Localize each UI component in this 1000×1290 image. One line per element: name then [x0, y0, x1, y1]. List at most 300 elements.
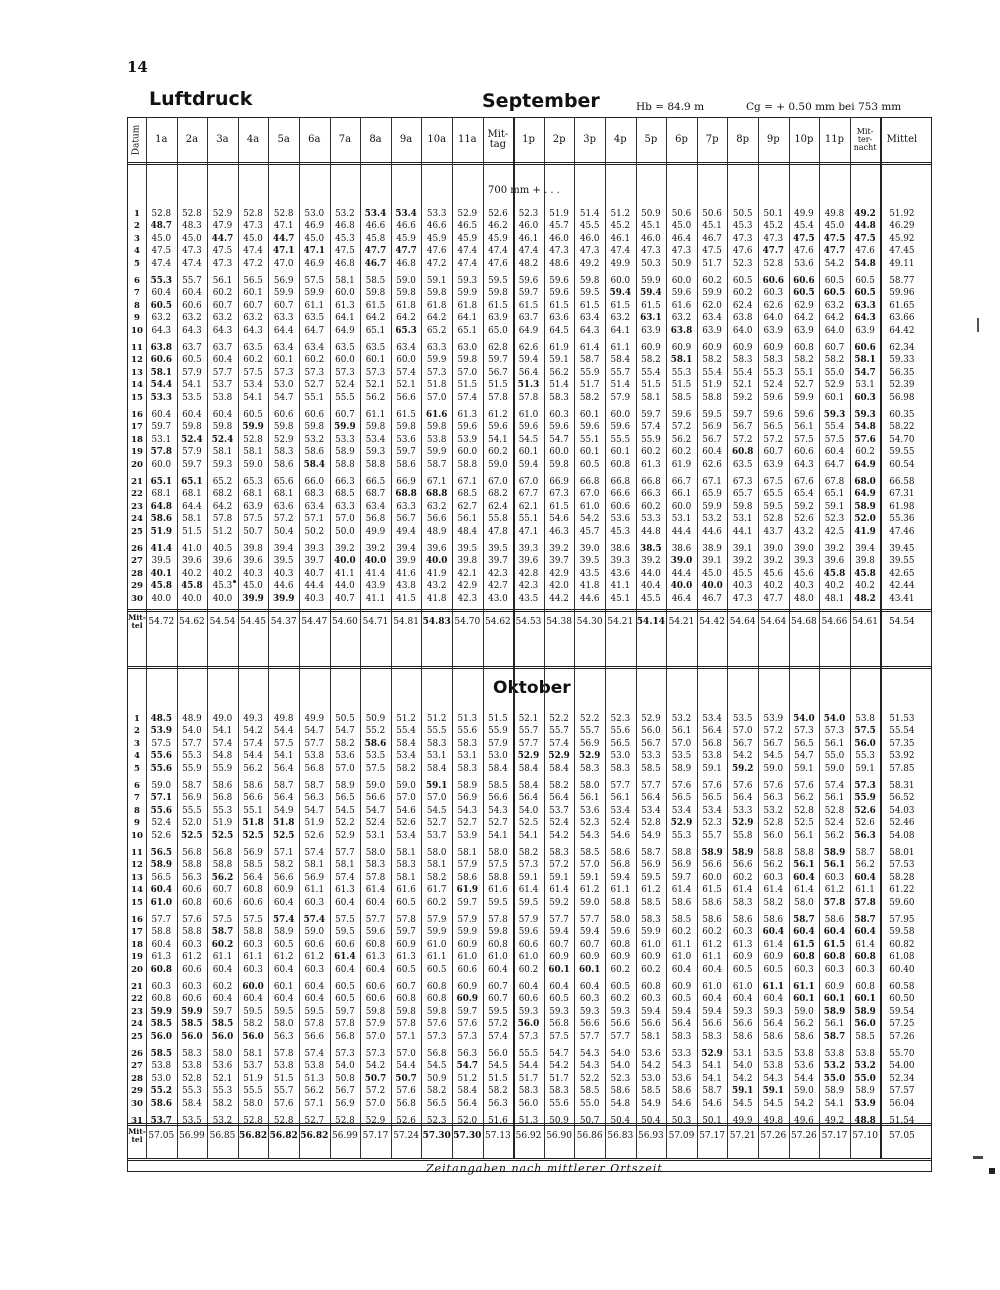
row-rule	[128, 1123, 931, 1126]
table-cell: 57.4	[303, 915, 326, 925]
table-cell: 56.0	[181, 1031, 203, 1042]
table-cell: 63.4	[365, 501, 386, 512]
table-cell: 61.6	[671, 300, 692, 311]
table-cell: 60.5	[824, 276, 845, 286]
table-cell: 45.0	[304, 233, 325, 244]
table-cell: 58.77	[889, 276, 915, 286]
table-cell: 39.7	[549, 556, 569, 567]
table-cell: 58.0	[610, 915, 631, 925]
table-cell: 53.3	[732, 805, 753, 816]
table-cell: 50.7	[364, 1073, 387, 1084]
table-cell: 57.5	[304, 276, 325, 286]
day-number: 13	[131, 367, 143, 378]
table-cell: 52.46	[889, 818, 915, 829]
table-cell: 64.3	[579, 325, 600, 336]
table-cell: 56.0	[518, 1098, 539, 1109]
table-cell: 57.2	[763, 434, 784, 445]
table-cell: 60.6	[182, 885, 202, 896]
table-cell: 62.4	[488, 501, 508, 512]
table-cell: 59.6	[365, 927, 386, 938]
table-cell: 47.7	[763, 593, 784, 604]
table-cell: 41.1	[335, 568, 355, 579]
table-cell: 51.9	[212, 818, 233, 829]
table-cell: 47.4	[457, 258, 478, 269]
table-cell: 57.7	[518, 738, 539, 749]
table-cell: 45.5	[732, 568, 753, 579]
table-cell: 57.7	[335, 848, 355, 858]
table-cell: 59.7	[212, 1006, 233, 1017]
table-cell: 58.8	[457, 459, 478, 470]
table-cell: 54.0	[793, 714, 815, 724]
table-cell: 54.2	[824, 258, 845, 269]
table-cell: 59.5	[579, 288, 600, 299]
column-rule	[299, 118, 300, 1158]
table-cell: 60.4	[150, 885, 173, 896]
table-cell: 52.9	[335, 830, 355, 841]
table-cell: 50.9	[365, 714, 386, 724]
table-cell: 64.2	[824, 313, 845, 324]
table-cell: 63.4	[396, 343, 416, 353]
table-cell: 58.2	[426, 1086, 447, 1097]
table-cell: 60.9	[763, 952, 784, 963]
day-number: 15	[131, 392, 143, 403]
table-cell: 51.5	[273, 1073, 294, 1084]
day-number: 15	[131, 897, 143, 908]
table-cell: 60.9	[702, 343, 722, 353]
table-cell: 39.0	[763, 544, 784, 554]
table-cell: 58.7	[823, 1031, 846, 1042]
table-cell: 65.7	[732, 489, 753, 500]
table-cell: 51.3	[517, 380, 540, 391]
table-cell: 47.3	[579, 246, 600, 257]
table-cell: 48.7	[150, 221, 173, 232]
table-cell: 56.3	[273, 1031, 294, 1042]
table-cell: 52.8	[243, 209, 263, 219]
table-cell: 54.0	[335, 1061, 355, 1072]
table-cell: 61.2	[641, 885, 661, 896]
table-cell: 48.9	[182, 714, 202, 724]
table-cell: 54.8	[854, 422, 876, 433]
table-cell: 57.5	[243, 367, 263, 378]
table-cell: 58.8	[488, 872, 508, 883]
table-cell: 53.5	[365, 751, 386, 762]
table-cell: 53.1	[365, 830, 386, 841]
table-cell: 58.5	[488, 781, 508, 791]
table-cell: 38.6	[610, 544, 631, 554]
table-row	[128, 513, 931, 525]
table-cell: 58.0	[579, 781, 600, 791]
table-cell: 60.6	[150, 355, 173, 366]
table-cell: 45.9	[426, 233, 447, 244]
table-cell: 55.0	[824, 367, 845, 378]
table-cell: 47.7	[364, 246, 387, 257]
table-cell: 48.2	[854, 593, 876, 604]
table-cell: 56.8	[396, 1098, 416, 1109]
table-cell: 57.7	[182, 738, 202, 749]
table-cell: 45.9	[396, 233, 416, 244]
table-cell: 59.7	[396, 447, 416, 458]
table-cell: 39.6	[426, 544, 447, 554]
table-cell: 59.7	[641, 410, 661, 420]
table-cell: 46.0	[518, 221, 539, 232]
table-cell: 61.4	[794, 885, 814, 896]
table-cell: 61.0	[671, 952, 692, 963]
table-cell: 57.8	[150, 447, 173, 458]
table-cell: 55.8	[732, 830, 753, 841]
table-cell: 38.5	[640, 544, 662, 554]
table-cell: 59.9	[641, 276, 661, 286]
table-cell: 54.3	[488, 805, 508, 816]
table-cell: 60.1	[579, 447, 600, 458]
table-cell: 63.5	[365, 343, 386, 353]
table-cell: 55.0	[854, 1073, 876, 1084]
table-cell: 61.0	[150, 897, 173, 908]
table-cell: 59.6	[763, 410, 784, 420]
table-cell: 55.7	[579, 726, 600, 737]
table-cell: 58.5	[579, 848, 600, 858]
table-cell: 53.8	[151, 1061, 172, 1072]
table-cell: 60.4	[793, 872, 815, 883]
table-cell: 53.92	[889, 751, 915, 762]
table-cell: 59.7	[182, 459, 202, 470]
table-cell: 53.6	[794, 1061, 814, 1072]
table-cell: 55.7	[518, 726, 539, 737]
table-cell: 56.6	[273, 872, 294, 883]
table-cell: 58.0	[794, 897, 814, 908]
table-cell: 66.5	[365, 477, 386, 487]
table-cell: 52.4	[610, 818, 631, 829]
table-cell: 56.0	[150, 1031, 173, 1042]
table-cell: 42.7	[488, 581, 508, 592]
column-rule	[177, 118, 178, 1158]
day-number: 28	[131, 568, 143, 579]
table-cell: 55.6	[150, 763, 173, 774]
table-cell: 57.7	[365, 915, 386, 925]
day-number: 25	[131, 1031, 143, 1042]
table-cell: 60.2	[304, 355, 325, 366]
table-cell: 58.4	[488, 763, 508, 774]
table-cell: 59.4	[641, 1006, 661, 1017]
table-cell: 40.0	[151, 593, 172, 604]
table-row	[128, 258, 931, 270]
table-cell: 54.3	[671, 1061, 692, 1072]
table-cell: 55.5	[610, 434, 631, 445]
day-number: 10	[131, 830, 143, 841]
table-cell: 49.8	[763, 1116, 784, 1126]
table-cell: 52.5	[211, 830, 234, 841]
table-cell: 65.9	[702, 489, 722, 500]
table-cell: 60.5	[396, 964, 416, 975]
table-cell: 68.1	[243, 489, 263, 500]
table-cell: 61.4	[763, 939, 784, 950]
table-cell: 58.5	[641, 897, 661, 908]
table-cell: 51.9	[702, 380, 722, 391]
table-cell: 53.8	[855, 714, 875, 724]
table-cell: 58.9	[824, 1086, 845, 1097]
day-number: 30	[131, 1098, 143, 1109]
table-cell: 40.7	[304, 568, 325, 579]
table-cell: 56.6	[702, 1019, 722, 1030]
table-cell: 62.8	[488, 343, 508, 353]
table-cell: 56.1	[671, 726, 692, 737]
table-cell: 54.2	[732, 751, 753, 762]
table-cell: 41.4	[150, 544, 173, 554]
table-cell: 52.5	[272, 830, 295, 841]
table-row	[128, 233, 931, 245]
table-cell: 58.6	[150, 514, 173, 525]
table-cell: 57.3	[794, 726, 814, 737]
table-cell: 53.5	[671, 751, 692, 762]
table-cell: 55.9	[854, 793, 876, 804]
table-cell: 41.9	[854, 526, 876, 537]
table-cell: 61.5	[702, 885, 722, 896]
table-cell: 56.2	[549, 367, 569, 378]
table-cell: 53.1	[151, 434, 172, 445]
table-cell: 54.9	[641, 830, 661, 841]
table-cell: 52.1	[732, 380, 753, 391]
table-cell: 55.6	[150, 805, 173, 816]
table-cell: 49.9	[794, 209, 814, 219]
table-cell: 58.6	[457, 872, 478, 883]
table-cell: 51.5	[641, 380, 661, 391]
table-cell: 59.1	[794, 763, 814, 774]
table-cell: 60.2	[671, 927, 692, 938]
column-rule	[789, 118, 790, 1158]
table-cell: 60.0	[151, 459, 172, 470]
table-cell: 52.0	[182, 818, 202, 829]
table-cell: 61.22	[889, 885, 915, 896]
mean-cell: 57.09	[668, 1131, 695, 1141]
column-rule	[268, 118, 269, 1158]
table-cell: 60.4	[182, 410, 202, 420]
table-cell: 52.8	[763, 258, 784, 269]
table-cell: 66.8	[610, 477, 631, 487]
table-cell: 45.0	[151, 233, 172, 244]
table-cell: 59.7	[518, 288, 539, 299]
day-number: 4	[134, 246, 140, 257]
table-cell: 56.6	[610, 1019, 631, 1030]
table-cell: 60.3	[304, 964, 325, 975]
table-cell: 52.9	[548, 751, 570, 762]
table-cell: 57.9	[457, 915, 478, 925]
table-cell: 57.85	[889, 763, 915, 774]
table-cell: 62.6	[763, 300, 784, 311]
table-cell: 49.11	[889, 258, 915, 269]
table-cell: 54.1	[212, 726, 233, 737]
table-cell: 59.8	[304, 422, 325, 433]
table-cell: 52.9	[578, 751, 601, 762]
table-cell: 55.3	[855, 751, 875, 762]
table-cell: 56.7	[396, 514, 416, 525]
table-cell: 53.2	[335, 209, 355, 219]
table-cell: 56.0	[488, 1049, 508, 1059]
table-cell: 56.5	[243, 276, 263, 286]
table-cell: 60.8	[150, 964, 173, 975]
table-cell: 61.65	[889, 300, 915, 311]
table-cell: 51.5	[457, 380, 478, 391]
table-cell: 60.7	[396, 982, 416, 992]
table-cell: 56.6	[365, 793, 386, 804]
table-cell: 56.4	[641, 793, 661, 804]
table-row	[128, 421, 931, 433]
table-cell: 58.6	[671, 1086, 692, 1097]
table-cell: 63.7	[182, 343, 202, 353]
day-number: 23	[131, 501, 143, 512]
table-cell: 42.9	[457, 581, 478, 592]
table-cell: 61.3	[335, 885, 355, 896]
table-cell: 57.9	[182, 367, 202, 378]
table-cell: 52.9	[365, 1116, 386, 1126]
table-cell: 40.2	[212, 568, 233, 579]
table-cell: 47.7	[823, 246, 846, 257]
table-cell: 64.7	[824, 459, 845, 470]
table-cell: 60.3	[243, 964, 263, 975]
table-cell: 50.8	[335, 1073, 355, 1084]
table-cell: 58.2	[702, 355, 722, 366]
table-cell: 47.3	[641, 246, 661, 257]
table-cell: 60.3	[304, 897, 325, 908]
table-cell: 55.3	[671, 830, 692, 841]
table-cell: 53.9	[854, 1098, 876, 1109]
table-cell: 63.3	[335, 501, 355, 512]
table-cell: 57.5	[243, 514, 263, 525]
table-cell: 56.1	[794, 830, 814, 841]
table-row	[128, 1018, 931, 1030]
table-cell: 63.4	[702, 313, 722, 324]
table-cell: 39.4	[396, 544, 416, 554]
table-row	[128, 725, 931, 737]
table-cell: 57.6	[794, 781, 814, 791]
table-cell: 59.3	[549, 1006, 569, 1017]
table-cell: 55.5	[182, 805, 202, 816]
table-cell: 45.8	[823, 568, 846, 579]
day-number: 2	[134, 726, 140, 737]
table-cell: 40.3	[794, 581, 814, 592]
table-cell: 57.4	[243, 738, 263, 749]
table-cell: 63.3	[854, 300, 876, 311]
table-cell: 59.3	[579, 1006, 600, 1017]
table-cell: 40.0	[334, 556, 356, 567]
table-row	[128, 446, 931, 458]
table-cell: 58.9	[823, 1006, 846, 1017]
table-cell: 56.5	[763, 422, 784, 433]
table-cell: 59.6	[610, 422, 631, 433]
table-cell: 61.5	[793, 939, 815, 950]
table-cell: 44.0	[641, 568, 661, 579]
table-cell: 60.6	[854, 343, 876, 353]
table-cell: 47.5	[335, 246, 355, 257]
table-cell: 41.1	[365, 593, 386, 604]
table-cell: 61.2	[579, 885, 600, 896]
table-cell: 57.0	[365, 1031, 386, 1042]
table-cell: 60.4	[304, 994, 325, 1005]
table-cell: 60.4	[212, 355, 233, 366]
table-cell: 47.0	[273, 258, 294, 269]
table-cell: 64.5	[549, 325, 569, 336]
table-cell: 58.9	[823, 848, 846, 858]
table-cell: 59.5	[641, 872, 661, 883]
day-number: 19	[131, 447, 143, 458]
table-cell: 54.2	[365, 1061, 386, 1072]
table-cell: 58.9	[273, 927, 294, 938]
table-cell: 41.1	[610, 581, 631, 592]
table-cell: 55.1	[304, 392, 325, 403]
table-cell: 39.5	[579, 556, 600, 567]
table-cell: 53.4	[702, 714, 722, 724]
table-cell: 57.5	[151, 738, 172, 749]
table-cell: 39.6	[518, 556, 539, 567]
table-cell: 63.8	[732, 313, 753, 324]
table-cell: 45.0	[243, 233, 263, 244]
table-row	[128, 245, 931, 257]
table-row	[128, 859, 931, 871]
table-cell: 57.0	[335, 514, 355, 525]
table-cell: 64.2	[794, 313, 814, 324]
table-cell: 47.9	[212, 221, 233, 232]
table-cell: 63.8	[150, 343, 173, 353]
table-cell: 64.9	[518, 325, 539, 336]
table-cell: 53.5	[732, 714, 753, 724]
table-cell: 54.6	[610, 830, 631, 841]
table-cell: 58.1	[335, 860, 355, 871]
table-cell: 55.0	[823, 1073, 846, 1084]
column-header-1: 1a	[155, 134, 168, 145]
table-cell: 63.9	[763, 459, 784, 470]
table-cell: 58.6	[763, 915, 784, 925]
table-cell: 60.2	[212, 982, 233, 992]
table-cell: 51.9	[304, 818, 325, 829]
table-cell: 57.9	[457, 860, 478, 871]
table-cell: 60.7	[549, 939, 569, 950]
table-cell: 59.8	[579, 276, 600, 286]
month-title-september: September	[482, 90, 600, 112]
table-cell: 53.2	[702, 514, 722, 525]
table-cell: 58.1	[243, 1049, 263, 1059]
table-cell: 57.6	[182, 915, 202, 925]
table-cell: 52.6	[304, 830, 325, 841]
table-cell: 54.2	[641, 1061, 661, 1072]
table-cell: 58.6	[364, 738, 387, 749]
table-cell: 45.92	[889, 233, 915, 244]
table-cell: 59.2	[794, 501, 814, 512]
table-cell: 58.9	[854, 501, 876, 512]
table-cell: 39.9	[272, 593, 295, 604]
table-cell: 63.2	[610, 313, 631, 324]
table-cell: 59.6	[794, 410, 814, 420]
table-cell: 42.3	[457, 593, 478, 604]
table-cell: 52.3	[610, 714, 631, 724]
table-cell: 59.3	[610, 1006, 631, 1017]
table-cell: 64.3	[854, 313, 876, 324]
table-cell: 54.6	[671, 1098, 692, 1109]
table-cell: 60.2	[488, 447, 508, 458]
table-cell: 61.3	[641, 459, 661, 470]
table-cell: 59.1	[702, 763, 722, 774]
column-header-14: 2p	[552, 134, 566, 145]
table-cell: 55.0	[579, 1098, 600, 1109]
mean-cell: 57.26	[791, 1131, 817, 1141]
margin-mark	[989, 1168, 995, 1174]
column-header-10: 10a	[427, 134, 447, 145]
table-cell: 58.3	[732, 897, 753, 908]
table-cell: 39.5	[273, 556, 294, 567]
table-cell: 53.9	[763, 714, 784, 724]
table-cell: 56.52	[889, 793, 915, 804]
table-cell: 50.0	[335, 526, 355, 537]
table-cell: 52.7	[304, 1116, 325, 1126]
table-cell: 58.1	[670, 355, 693, 366]
margin-mark	[977, 318, 979, 332]
